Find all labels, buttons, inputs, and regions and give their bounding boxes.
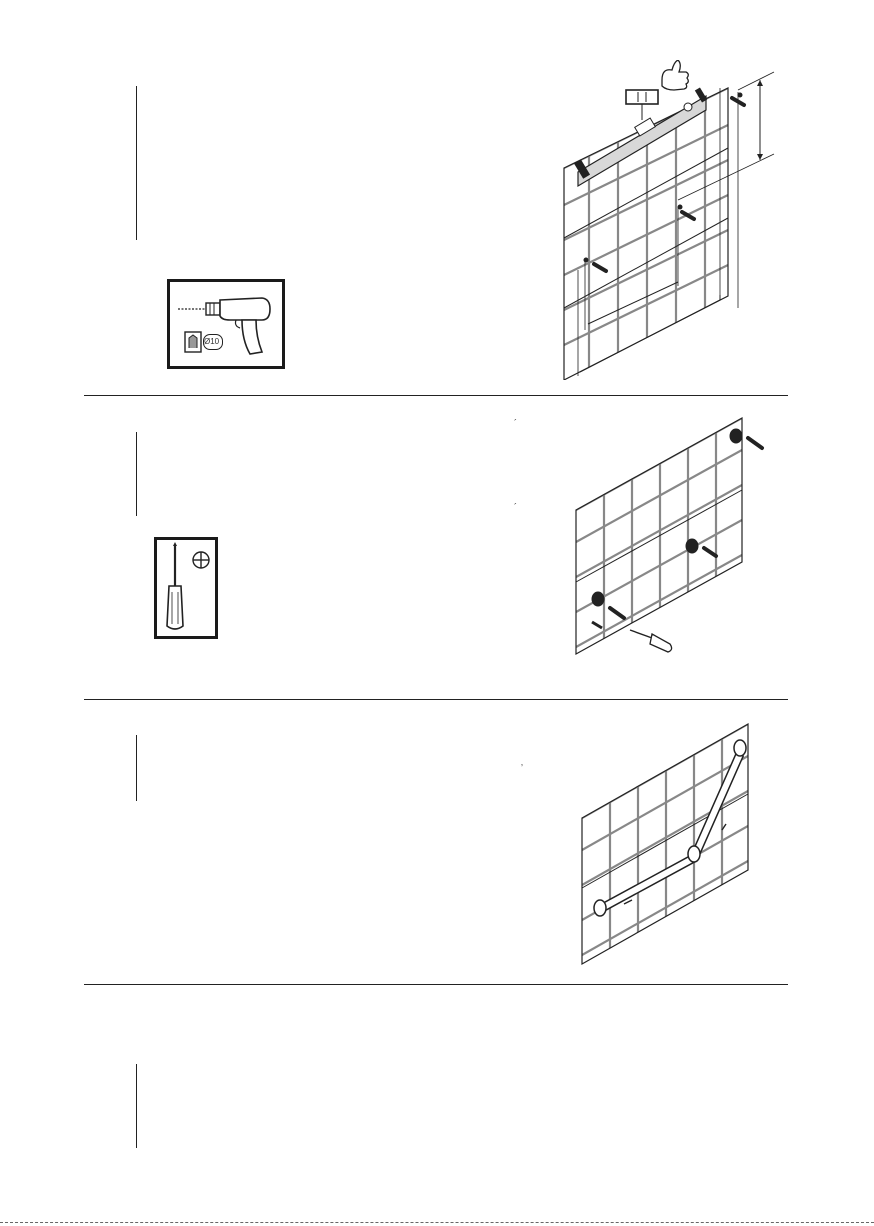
step2-mark-top: ´ [514, 418, 517, 428]
section-divider-3 [84, 984, 788, 985]
step3-grab-bar-mounted-figure [576, 720, 772, 966]
step2-anchor-install-figure [570, 412, 782, 658]
page-bottom-trim-line [0, 1222, 874, 1224]
drill-tool-box [167, 279, 285, 369]
wall-anchors [592, 429, 742, 606]
step3-mark: ʼ [521, 763, 523, 773]
step2-mark-mid: ´ [514, 502, 517, 512]
step4-margin-bar [136, 1064, 137, 1148]
drill-bit-size-label: Ø10 [204, 337, 220, 346]
section-divider-2 [84, 699, 788, 700]
drill-icon [170, 282, 282, 366]
step1-wall-marking-figure [548, 60, 788, 380]
screwdriver-icon [157, 540, 215, 636]
drill-bit-size-circle [203, 334, 223, 350]
step3-margin-bar [136, 735, 137, 801]
screwdriver-tool-box [154, 537, 218, 639]
section-divider-1 [84, 395, 788, 396]
step2-margin-bar [136, 432, 137, 516]
step1-margin-bar [136, 86, 137, 240]
